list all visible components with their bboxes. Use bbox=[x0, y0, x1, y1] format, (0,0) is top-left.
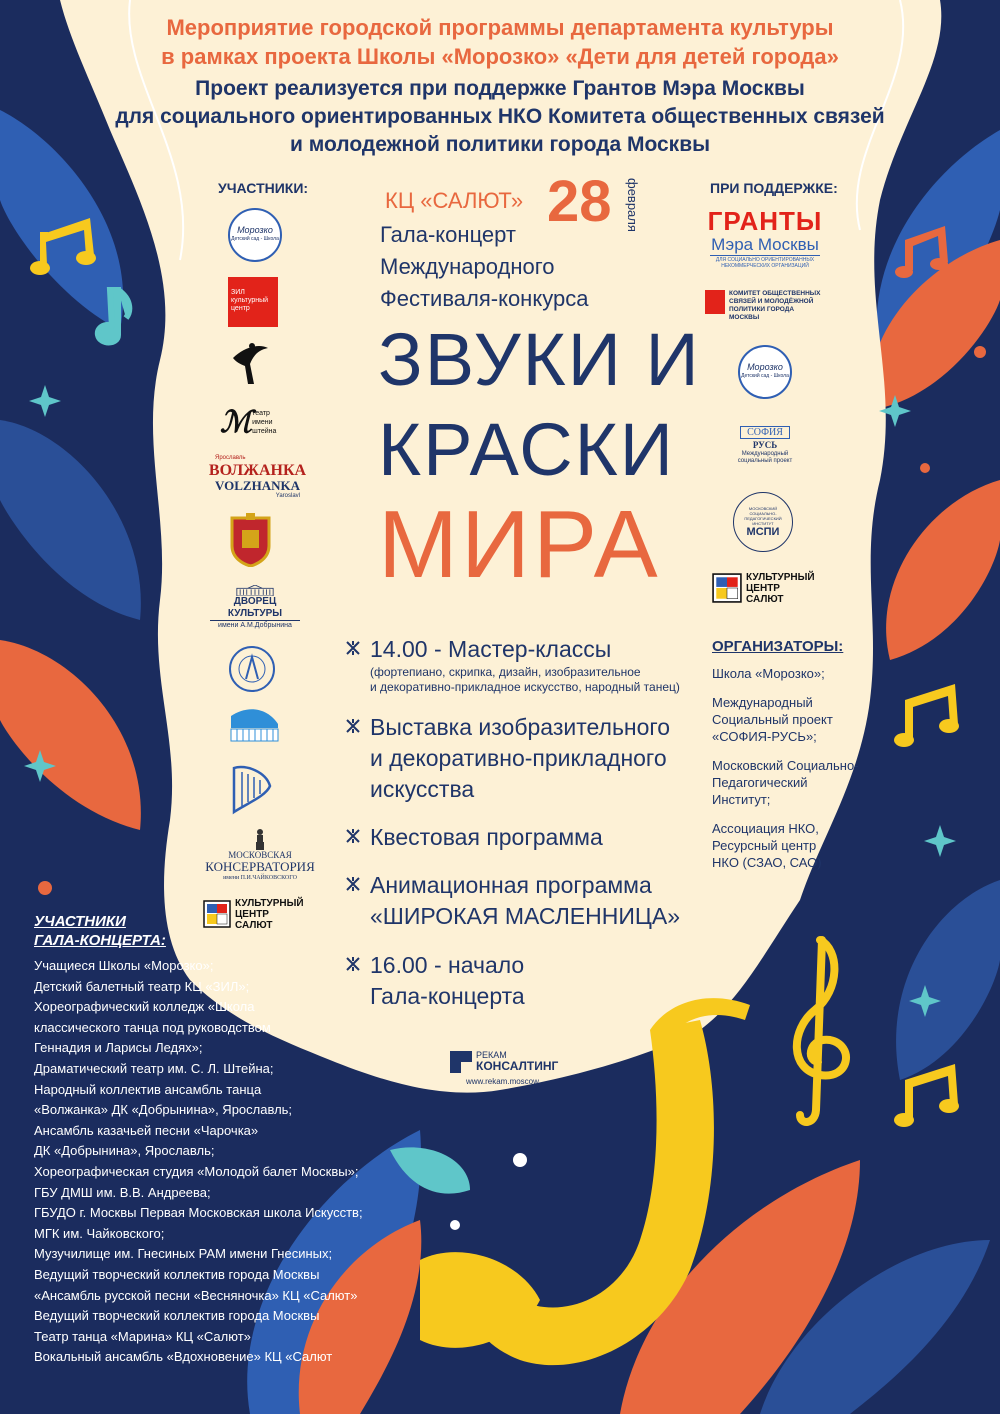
kc-salut-text-right bbox=[746, 572, 815, 605]
gala-participant-line: ДК «Добрынина», Ярославль; bbox=[34, 1143, 215, 1159]
morozko-right-text: Морозко bbox=[747, 362, 783, 372]
event-3-line-1: Квестовая программа bbox=[370, 824, 603, 850]
event-1-title: 14.00 - Мастер-классы bbox=[370, 636, 612, 662]
organizer-3-line-2: Педагогический bbox=[712, 775, 808, 790]
event-4-line-1: Анимационная программа bbox=[370, 872, 652, 898]
granty-logo bbox=[700, 205, 830, 270]
gala-participant-line: ГБУДО г. Москвы Первая Московская школа Искусств; bbox=[34, 1205, 363, 1221]
event-month: февраля bbox=[625, 178, 640, 232]
kc-salut-left-1: КУЛЬТУРНЫЙ bbox=[235, 897, 304, 909]
orange-dot-3 bbox=[920, 463, 930, 473]
gala-participant-line: Вокальный ансамбль «Вдохновение» КЦ «Салют bbox=[34, 1349, 333, 1365]
mspi-logo bbox=[733, 492, 793, 552]
gala-participant-line: Геннадия и Ларисы Ледях»; bbox=[34, 1040, 203, 1056]
gala-participant-line: Театр танца «Марина» КЦ «Салют» bbox=[34, 1328, 251, 1344]
title-line-1: ЗВУКИ И bbox=[378, 318, 701, 401]
moscow-crest-icon bbox=[705, 290, 725, 314]
kc-salut-logo-right bbox=[712, 567, 827, 609]
title-line-3: МИРА bbox=[378, 491, 661, 598]
kc-salut-mark-right bbox=[712, 573, 742, 603]
event-month-wrap bbox=[622, 178, 642, 248]
participants-label: УЧАСТНИКИ: bbox=[218, 180, 309, 196]
event-4-line-2: «ШИРОКАЯ МАСЛЕННИЦА» bbox=[370, 903, 681, 929]
sofia-sub: Международный социальный проект bbox=[737, 451, 793, 464]
volzhanka-lat: VOLZHANKA bbox=[215, 478, 300, 493]
event-animation bbox=[370, 870, 680, 932]
gala-participant-line: Драматический театр им. С. Л. Штейна; bbox=[34, 1060, 274, 1076]
gala-participant-line: «Ансамбль русской песни «Весняночка» КЦ «Салют» bbox=[34, 1287, 358, 1303]
shtein-theatre-logo bbox=[220, 402, 290, 442]
organizers-title: ОРГАНИЗАТОРЫ: bbox=[712, 638, 844, 655]
organizer-4-line-1: Ассоциация НКО, bbox=[712, 821, 819, 836]
organizer-3-line-1: Московский Социально- bbox=[712, 758, 859, 773]
gala-participant-line: Ведущий творческий коллектив города Москвы bbox=[34, 1266, 320, 1282]
header-line-2: в рамках проекта Школы «Морозко» «Дети для детей города» bbox=[161, 44, 839, 69]
gala-participant-line: «Волжанка» ДК «Добрынина», Ярославль; bbox=[34, 1102, 293, 1118]
event-5-line-2: Гала-концерта bbox=[370, 983, 525, 1009]
gala-participants-title-1: УЧАСТНИКИ bbox=[34, 913, 126, 930]
shtein-logo-text: театр имени штейна bbox=[252, 409, 277, 435]
harp-logo bbox=[226, 762, 276, 817]
star-bullet-icon bbox=[345, 640, 361, 656]
star-bullet-icon bbox=[345, 718, 361, 734]
volzhanka-sub: Yaroslavl bbox=[275, 493, 300, 499]
white-dot-2 bbox=[450, 1220, 460, 1230]
granty-note: ДЛЯ СОЦИАЛЬНО ОРИЕНТИРОВАННЫХ НЕКОММЕРЧЕСКИХ ОРГАНИЗАЦИЙ bbox=[710, 255, 820, 269]
organizer-2-line-2: Социальный проект bbox=[712, 712, 833, 727]
rekam-name-1: РЕКАМ bbox=[476, 1050, 507, 1060]
conservatory-line-2: КОНСЕРВАТОРИЯ bbox=[205, 859, 315, 874]
rekam-name-2: КОНСАЛТИНГ bbox=[476, 1059, 559, 1073]
volzhanka-cyr: ВОЛЖАНКА bbox=[208, 462, 307, 479]
dvorec-building-icon bbox=[220, 585, 290, 596]
dvorec-name: ДВОРЕЦ КУЛЬТУРЫ bbox=[210, 596, 300, 621]
kc-salut-right-1: КУЛЬТУРНЫЙ bbox=[746, 571, 815, 583]
granty-title: ГРАНТЫ bbox=[707, 205, 823, 236]
gala-participant-line: ГБУ ДМШ им. В.В. Андреева; bbox=[34, 1184, 211, 1200]
statue-icon bbox=[250, 828, 270, 850]
piano-school-logo bbox=[226, 706, 281, 746]
gala-participant-line: Хореографическая студия «Молодой балет Москвы»; bbox=[34, 1163, 359, 1179]
conservatory-line-3: имени П.И.ЧАЙКОВСКОГО bbox=[223, 875, 297, 881]
shtein-symbol: ℳ bbox=[220, 405, 253, 439]
event-1-sub-2: и декоративно-прикладное искусство, народный танец) bbox=[370, 680, 680, 694]
star-bullet-icon bbox=[345, 876, 361, 892]
organizer-4-line-2: Ресурсный центр bbox=[712, 838, 817, 853]
gala-participants-list bbox=[34, 956, 394, 1368]
header-line-5: и молодежной политики города Москвы bbox=[289, 133, 711, 156]
rekam-mark-icon bbox=[450, 1051, 472, 1073]
conservatory-logo bbox=[205, 825, 315, 885]
sofia-rus-logo bbox=[725, 418, 805, 473]
dvorec-kultury-logo bbox=[210, 585, 300, 630]
granty-subtitle: Мэра Москвы bbox=[711, 234, 819, 254]
organizer-4-line-3: НКО (СЗАО, САО) bbox=[712, 855, 822, 870]
gala-participant-line: Учащиеся Школы «Морозко»; bbox=[34, 958, 214, 973]
ballet-dancer-logo bbox=[228, 338, 273, 388]
morozko-logo-sub: Детский сад - Школа bbox=[231, 236, 279, 242]
sofia-rus: РУСЬ bbox=[752, 440, 778, 450]
gala-participants-block bbox=[34, 912, 394, 1368]
event-day: 28 bbox=[547, 169, 612, 234]
gala-participants-title-2: ГАЛА-КОНЦЕРТА: bbox=[34, 932, 166, 949]
organizer-3-line-3: Институт; bbox=[712, 792, 771, 807]
header-line-4: для социального ориентированных НКО Комитета общественных связей bbox=[115, 105, 885, 128]
event-2-line-3: искусства bbox=[370, 776, 475, 802]
event-master-classes bbox=[370, 634, 680, 695]
gala-participant-line: Детский балетный театр КЦ «ЗИЛ»; bbox=[34, 978, 250, 994]
morozko-logo-right bbox=[738, 345, 792, 399]
venue-name: КЦ «САЛЮТ» bbox=[385, 188, 524, 213]
conservatory-line-1: МОСКОВСКАЯ bbox=[228, 850, 292, 860]
subtitle-2: Международного bbox=[380, 254, 555, 279]
gala-participant-line: классического танца под руководством bbox=[34, 1019, 271, 1035]
zil-logo bbox=[228, 277, 278, 327]
gala-participant-line: Народный коллектив ансамбль танца bbox=[34, 1081, 262, 1097]
subtitle-3: Фестиваля-конкурса bbox=[380, 286, 589, 311]
organizer-1 bbox=[712, 665, 862, 682]
orange-dot-1 bbox=[974, 346, 986, 358]
organizer-2 bbox=[712, 694, 862, 745]
event-quest bbox=[370, 822, 603, 853]
mspi-text: МСПИ bbox=[746, 525, 780, 538]
organizer-3 bbox=[712, 757, 862, 808]
header-line-3: Проект реализуется при поддержке Грантов Мэра Москвы bbox=[195, 77, 805, 100]
header-line-1: Мероприятие городской программы департамента культуры bbox=[166, 15, 834, 40]
gala-participant-line: Ведущий творческий коллектив города Москвы bbox=[34, 1308, 320, 1324]
rekam-logo bbox=[450, 1050, 558, 1086]
morozko-logo bbox=[228, 208, 282, 262]
gala-participant-line: Хореографический колледж «Школа bbox=[34, 999, 255, 1015]
mspi-ring-text: МОСКОВСКИЙ СОЦИАЛЬНО-ПЕДАГОГИЧЕСКИЙ ИНСТИТУТ bbox=[744, 505, 782, 526]
cossack-emblem-logo bbox=[228, 512, 273, 567]
event-1-sub-1: (фортепиано, скрипка, дизайн, изобразительное bbox=[370, 665, 641, 679]
kc-salut-left-2: ЦЕНТР bbox=[235, 908, 269, 920]
komitet-logo bbox=[705, 290, 830, 330]
ballet-school-logo bbox=[228, 645, 276, 693]
orange-dot-2 bbox=[38, 881, 52, 895]
dvorec-sub: имени А.М.Добрынина bbox=[218, 622, 292, 629]
organizer-4 bbox=[712, 820, 862, 871]
event-2-line-1: Выставка изобразительного bbox=[370, 714, 671, 740]
morozko-logo-text: Морозко bbox=[237, 225, 273, 235]
event-exhibition bbox=[370, 712, 670, 805]
event-2-line-2: и декоративно-прикладного bbox=[370, 745, 667, 771]
subtitle-1: Гала-концерт bbox=[380, 222, 516, 247]
star-bullet-icon bbox=[345, 828, 361, 844]
kc-salut-right-3: САЛЮТ bbox=[746, 593, 784, 605]
zil-logo-text: ЗИЛ культурный центр bbox=[231, 289, 269, 312]
volzhanka-top: Ярославль bbox=[215, 455, 246, 461]
gala-participant-line: МГК им. Чайковского; bbox=[34, 1225, 165, 1241]
kc-salut-left-3: САЛЮТ bbox=[235, 919, 273, 931]
gala-participant-line: Музучилище им. Гнесиных РАМ имени Гнесиных; bbox=[34, 1246, 333, 1262]
support-label: ПРИ ПОДДЕРЖКЕ: bbox=[710, 180, 838, 196]
kc-salut-right-2: ЦЕНТР bbox=[746, 582, 780, 594]
sofia-name: СОФИЯ bbox=[740, 426, 790, 439]
komitet-text: КОМИТЕТ ОБЩЕСТВЕННЫХ СВЯЗЕЙ И МОЛОДЁЖНОЙ ПОЛИТИКИ ГОРОДА МОСКВЫ bbox=[729, 290, 821, 321]
morozko-right-sub: Детский сад - Школа bbox=[741, 373, 789, 379]
volzhanka-logo bbox=[208, 455, 307, 500]
title-line-2: КРАСКИ bbox=[378, 408, 675, 491]
gala-participant-line: Ансамбль казачьей песни «Чарочка» bbox=[34, 1122, 259, 1138]
organizer-2-line-3: «СОФИЯ-РУСЬ»; bbox=[712, 729, 817, 744]
organizers-block bbox=[712, 638, 862, 871]
event-5-line-1: 16.00 - начало bbox=[370, 952, 525, 978]
organizer-1-line-1: Школа «Морозко»; bbox=[712, 666, 825, 681]
white-dot-1 bbox=[513, 1153, 527, 1167]
organizer-2-line-1: Международный bbox=[712, 695, 813, 710]
rekam-url: www.rekam.moscow bbox=[466, 1077, 539, 1086]
